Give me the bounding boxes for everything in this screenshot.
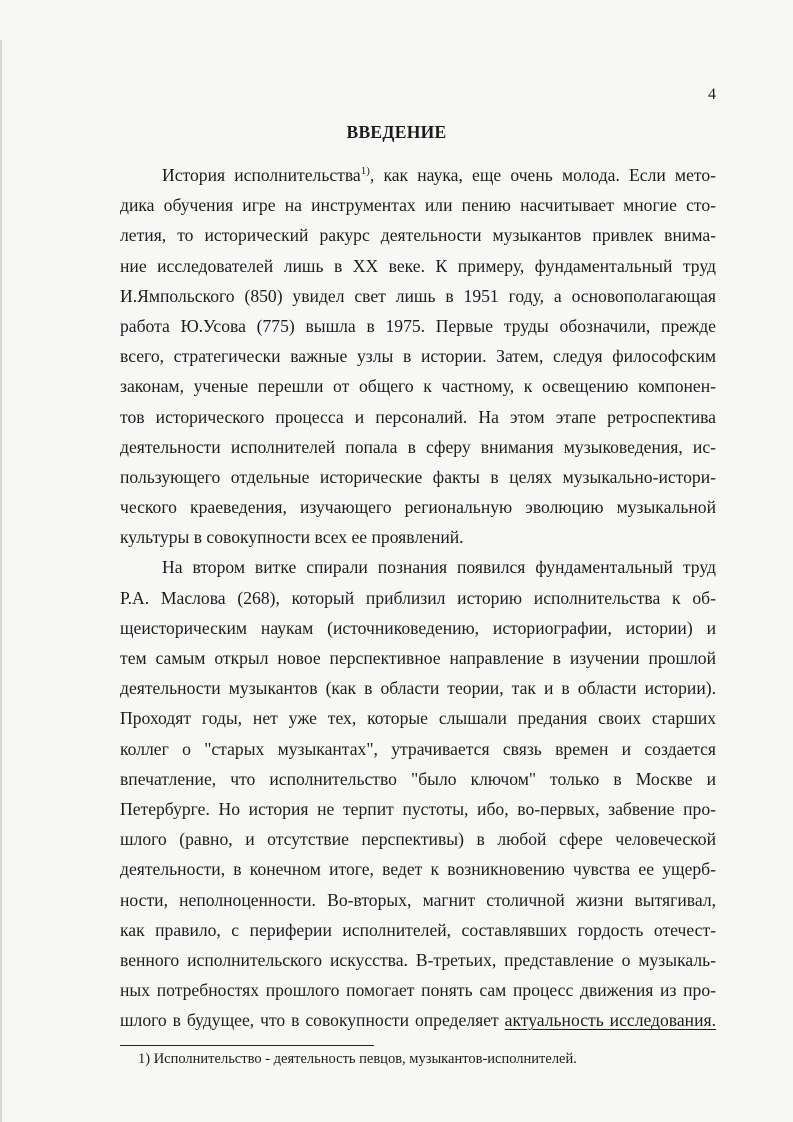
- page-edge-shadow: [0, 40, 2, 1122]
- text-line: летия, то исторический ракурс деятельности музыкантов привлек внима-: [120, 225, 716, 246]
- text-line: шлого (равно, и отсутствие перспективы) в любой сфере человеческой: [120, 829, 716, 850]
- text-line: ности, неполноценности. Во-вторых, магнит столичной жизни вытягивал,: [120, 889, 716, 910]
- text-line: работа Ю.Усова (775) вышла в 1975. Первые труды обозначили, прежде: [120, 315, 716, 336]
- text-line: деятельности исполнителей попала в сферу внимания музыковедения, ис-: [120, 436, 716, 457]
- footnote-separator: [120, 1045, 374, 1046]
- text-line: дика обучения игре на инструментах или пению насчитывает многие сто-: [120, 195, 716, 216]
- text-line: И.Ямпольского (850) увидел свет лишь в 1951 году, а основополагающая: [120, 285, 716, 306]
- text-line: ческого краеведения, изучающего региональную эволюцию музыкальной: [120, 497, 716, 518]
- section-title: ВВЕДЕНИЕ: [346, 122, 447, 142]
- text-segment: шлого в будущее, что в совокупности определяет: [120, 1010, 505, 1031]
- text-segment: История исполнительства: [162, 165, 361, 185]
- text-line: На втором витке спирали познания появился фундаментальный труд: [162, 557, 716, 578]
- text-line: [120, 160, 716, 190]
- text-line: всего, стратегически важные узлы в истории. Затем, следуя философским: [120, 346, 716, 367]
- text-line: тем самым открыл новое перспективное направление в изучении прошлой: [120, 648, 716, 668]
- text-line: венного исполнительского искусства. В-третьих, представление о музыкаль-: [120, 949, 716, 970]
- footnote-marker: 1): [360, 165, 370, 177]
- text-line: впечатление, что исполнительство "было ключом" только в Москве и: [120, 768, 716, 789]
- text-line: ние исследователей лишь в XX веке. К примеру, фундаментальный труд: [120, 255, 716, 276]
- body-text: [120, 160, 716, 1035]
- text-line: законам, ученые перешли от общего к частному, к освещению компонен-: [120, 376, 716, 397]
- text-line: [120, 1005, 716, 1035]
- text-line: Проходят годы, нет уже тех, которые слышали предания своих старших: [120, 708, 716, 729]
- text-line: щеисторическим наукам (источниковедению, историографии, истории) и: [120, 617, 716, 638]
- text-line: пользующего отдельные исторические факты в целях музыкально-истори-: [120, 466, 716, 487]
- text-line: тов исторического процесса и персоналий. На этом этапе ретроспектива: [120, 406, 716, 427]
- underlined-emphasis: актуальность исследования.: [504, 1010, 717, 1031]
- text-line: культуры в совокупности всех ее проявлений.: [120, 527, 464, 548]
- text-segment: , как наука, еще очень молода. Если мето-: [369, 165, 716, 185]
- text-line: как правило, с периферии исполнителей, составлявших гордость отечест-: [120, 919, 716, 940]
- text-line: деятельности, в конечном итоге, ведет к возникновению чувства ее ущерб-: [120, 859, 716, 880]
- page-number: 4: [708, 86, 716, 103]
- text-line: ных потребностях прошлого помогает понять сам процесс движения из про-: [120, 980, 716, 1001]
- text-line: деятельности музыкантов (как в области теории, так и в области истории).: [120, 678, 716, 699]
- footnote: 1) Исполнительство - деятельность певцов, музыкантов-исполнителей.: [138, 1051, 577, 1067]
- text-line: Петербурге. Но история не терпит пустоты, ибо, во-первых, забвение про-: [120, 798, 716, 819]
- text-line: Р.А. Маслова (268), который приблизил историю исполнительства к об-: [120, 587, 716, 608]
- text-line: коллег о "старых музыкантах", утрачивается связь времен и создается: [120, 738, 716, 759]
